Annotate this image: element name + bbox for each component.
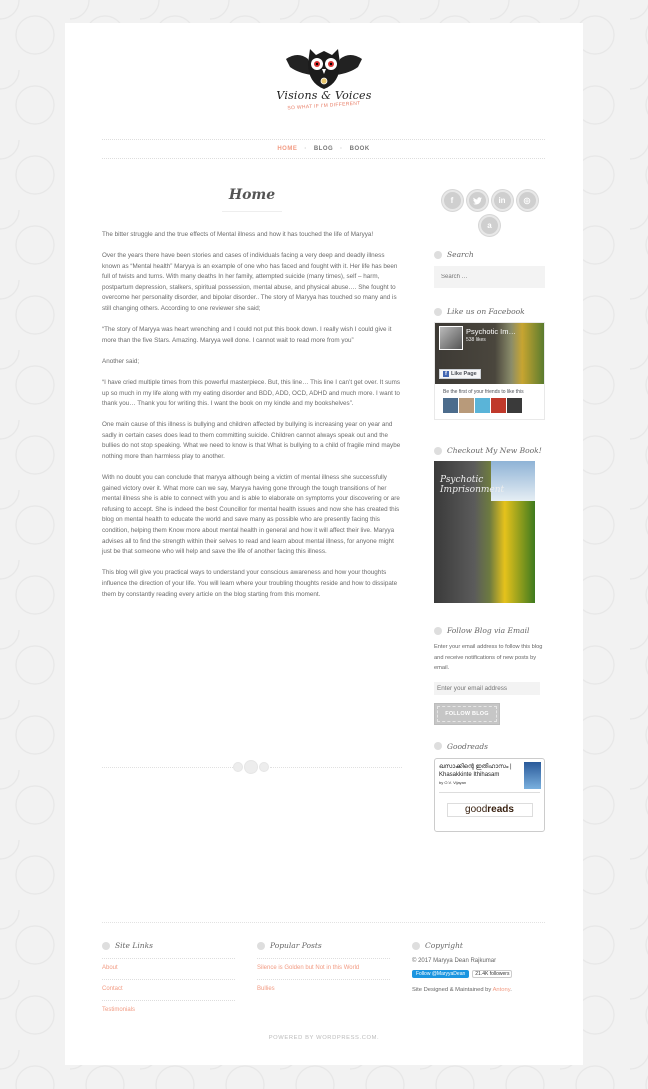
- widget-bullet-icon: [434, 627, 442, 635]
- nav-item-book[interactable]: BOOK: [349, 146, 370, 152]
- follow-description: Enter your email address to follow this blog and receive notifications of new posts by email.: [434, 644, 543, 671]
- linkedin-icon[interactable]: in: [492, 190, 513, 211]
- facebook-page-name[interactable]: Psychotic Im…: [466, 327, 517, 336]
- widget-bullet-icon: [434, 308, 442, 316]
- sidebar: [434, 185, 545, 832]
- paragraph: The bitter struggle and the true effects of Mental illness and how it has touched the life of Maryya!: [102, 231, 374, 238]
- widget-title: [257, 941, 390, 950]
- instagram-icon[interactable]: ◎: [517, 190, 538, 211]
- copyright-text: © 2017 Maryya Dean Rajkumar: [412, 958, 497, 964]
- paragraph: “I have cried multiple times from this powerful masterpiece. But, this line… This line I can’t get over. It sums up so much in my life along with my eating disorder and BDD, ADD, OCD, ADHD and much more. I want to thank you… Thank you for writing this. I want the book on my kindle and my bookshelves”.: [102, 378, 401, 408]
- paragraph: “The story of Maryya was heart wrenching and I could not put this book down. I really wish I could give it more than the five Stars. Amazing. Maryya well done. I cannot wait to read more from you”: [102, 326, 392, 344]
- friend-avatar[interactable]: [507, 398, 522, 413]
- site-links-list: [102, 958, 235, 1021]
- search-input[interactable]: [434, 266, 545, 288]
- button-icon: [244, 760, 258, 774]
- follow-blog-widget: [434, 626, 545, 725]
- goodreads-book-title-native[interactable]: ഖസാക്കിന്റെ ഇതിഹാസം |: [439, 763, 512, 770]
- button-icon: [259, 762, 269, 772]
- book-cover-image[interactable]: [434, 461, 535, 603]
- friend-avatar[interactable]: [491, 398, 506, 413]
- book-widget: [434, 446, 545, 603]
- widget-title-text: Copyright: [425, 941, 463, 950]
- goodreads-box: [434, 758, 545, 832]
- footer-link-about[interactable]: About: [102, 958, 235, 979]
- book-cover-title: Psychotic Imprisonment: [440, 475, 505, 495]
- widget-bullet-icon: [102, 942, 110, 950]
- paragraph: One main cause of this illness is bullying and children affected by bullying is increasing year on year and sadly in certain cases does lead to them committing suicide. Children cannot always speak out and the bullies do not stop speaking. What we need to know is that What is bullying to a child of fragile mind maybe nothing more than harmless play to another.: [102, 421, 401, 460]
- designed-by-text: Site Designed & Maintained by Antony.: [412, 987, 512, 993]
- goodreads-logo[interactable]: goodreads: [447, 803, 533, 817]
- logo-tagline: SO WHAT IF I'M DIFFERENT: [287, 100, 361, 112]
- goodreads-book-title[interactable]: Khasakkinte Ithihasam: [439, 771, 500, 778]
- widget-title: [434, 446, 545, 455]
- widget-title: [434, 307, 545, 316]
- paragraph: This blog will give you practical ways to understand your conscious awareness and how your thoughts influence the direction of your life. You will learn where your troubling thoughts reside and how to dissipate them by constantly reading every article on the blog starting from this moment.: [102, 569, 398, 598]
- title-divider: [222, 211, 282, 212]
- facebook-widget: [434, 307, 545, 420]
- widget-title: [434, 626, 545, 635]
- entry-content: [102, 230, 402, 600]
- facebook-like-button[interactable]: f Like Page: [439, 369, 481, 379]
- divider-line: [102, 767, 233, 768]
- nav-item-home[interactable]: HOME: [277, 146, 298, 152]
- popular-posts-list: [257, 958, 390, 1000]
- popular-post-link[interactable]: Silence is Golden but Not in this World: [257, 958, 390, 979]
- footer-popular-posts: [257, 941, 390, 1000]
- page-title: Home: [228, 187, 276, 203]
- widget-bullet-icon: [434, 742, 442, 750]
- facebook-friends-text: Be the first of your friends to like this: [443, 389, 524, 395]
- goodreads-divider: [439, 792, 540, 793]
- facebook-likes-count: 538 likes: [466, 337, 486, 343]
- footer-site-links: [102, 941, 235, 1021]
- widget-bullet-icon: [434, 251, 442, 259]
- friend-avatar[interactable]: [459, 398, 474, 413]
- twitter-icon[interactable]: [467, 190, 488, 211]
- goodreads-widget: [434, 742, 545, 832]
- facebook-icon[interactable]: f: [442, 190, 463, 211]
- friend-avatar[interactable]: [443, 398, 458, 413]
- search-widget: [434, 250, 545, 288]
- widget-title: [102, 941, 235, 950]
- nav-item-blog[interactable]: BLOG: [313, 146, 334, 152]
- widget-bullet-icon: [434, 447, 442, 455]
- footer-copyright: [412, 941, 545, 993]
- widget-title-text: Site Links: [115, 941, 153, 950]
- widget-title-text: Like us on Facebook: [447, 307, 525, 316]
- paragraph: Over the years there have been stories and cases of individuals facing a very deep and deadly illness known as “Mental health” Maryya is an example of one who has faced and fought with it. Her life has been full of twists and turns. With many deaths In her family, attempted suicide (many times), self – harm, postpartum depression, stalkers, spiritual possession, mental abuse, and physical abuse…. She fought to overcome her personality disorder, and bipolar disorder.. The story of Maryya has touched so many and is still changing others. According to one reviewer she said;: [102, 252, 398, 313]
- main-content: [102, 185, 402, 611]
- widget-title: [434, 742, 545, 751]
- email-input[interactable]: [434, 682, 540, 695]
- nav-separator: ·: [304, 146, 307, 152]
- facebook-page-avatar[interactable]: [439, 326, 463, 350]
- paragraph: With no doubt you can conclude that maryya although being a victim of mental illness she successfully gained victory over it. What more can we say, Maryya having gone through the tough transitions of her mental illness she is able to connect with you and is able to elaborate on symptoms your discovering or are refusing to accept. She is indeed the best Councillor for mental health issues and now she has created this blog on mental health to educate the world and save many as possible who are presently facing this condition, helping them Know more about mental health in general and how it will affect their live. Maryya advises all to find the strength within their selves to read and learn about mental illness, for anyone might just be that someone who will help and save the life of another facing this illness.: [102, 474, 400, 556]
- footer-divider: [102, 922, 545, 923]
- facebook-cover-image[interactable]: [435, 323, 544, 384]
- widget-title: [412, 941, 545, 950]
- facebook-friends-section: [435, 384, 544, 419]
- button-icon: [233, 762, 243, 772]
- widget-bullet-icon: [257, 942, 265, 950]
- twitter-followers-count[interactable]: 21.4K followers: [472, 970, 512, 978]
- facebook-friend-faces: [443, 398, 536, 413]
- follow-blog-button[interactable]: FOLLOW BLOG: [434, 703, 500, 725]
- nav-separator: ·: [340, 146, 343, 152]
- friend-avatar[interactable]: [475, 398, 490, 413]
- widget-bullet-icon: [412, 942, 420, 950]
- widget-title: [434, 250, 545, 259]
- page-container: [65, 23, 583, 1065]
- logo-script-text: Visions & Voices: [276, 89, 372, 102]
- widget-title-text: Goodreads: [447, 741, 488, 751]
- owl-logo-icon: [284, 45, 364, 91]
- popular-post-link[interactable]: Bullies: [257, 979, 390, 1000]
- facebook-page-plugin: [434, 322, 545, 420]
- footer-link-contact[interactable]: Contact: [102, 979, 235, 1000]
- designer-link[interactable]: Antony: [492, 987, 511, 993]
- amazon-icon[interactable]: a: [479, 215, 500, 236]
- twitter-follow-button[interactable]: Follow @MaryyaDean: [412, 970, 469, 978]
- widget-title-text: Follow Blog via Email: [447, 626, 530, 635]
- widget-title-text: Search: [447, 250, 474, 259]
- site-logo[interactable]: [275, 45, 373, 135]
- widget-title-text: Popular Posts: [270, 941, 322, 950]
- main-navigation: [102, 139, 545, 159]
- goodreads-author: by O.V. Vijayan: [439, 779, 467, 785]
- goodreads-book-cover[interactable]: [524, 762, 541, 789]
- facebook-icon: f: [443, 371, 449, 377]
- footer-link-testimonials[interactable]: Testimonials: [102, 1000, 235, 1021]
- button-divider: [102, 760, 402, 774]
- social-links: [434, 190, 545, 236]
- paragraph: Another said;: [102, 357, 140, 365]
- widget-title-text: Checkout My New Book!: [447, 446, 542, 455]
- divider-line: [270, 767, 402, 768]
- twitter-follow: [412, 970, 545, 978]
- powered-by-link[interactable]: POWERED BY WORDPRESS.COM.: [268, 1035, 380, 1041]
